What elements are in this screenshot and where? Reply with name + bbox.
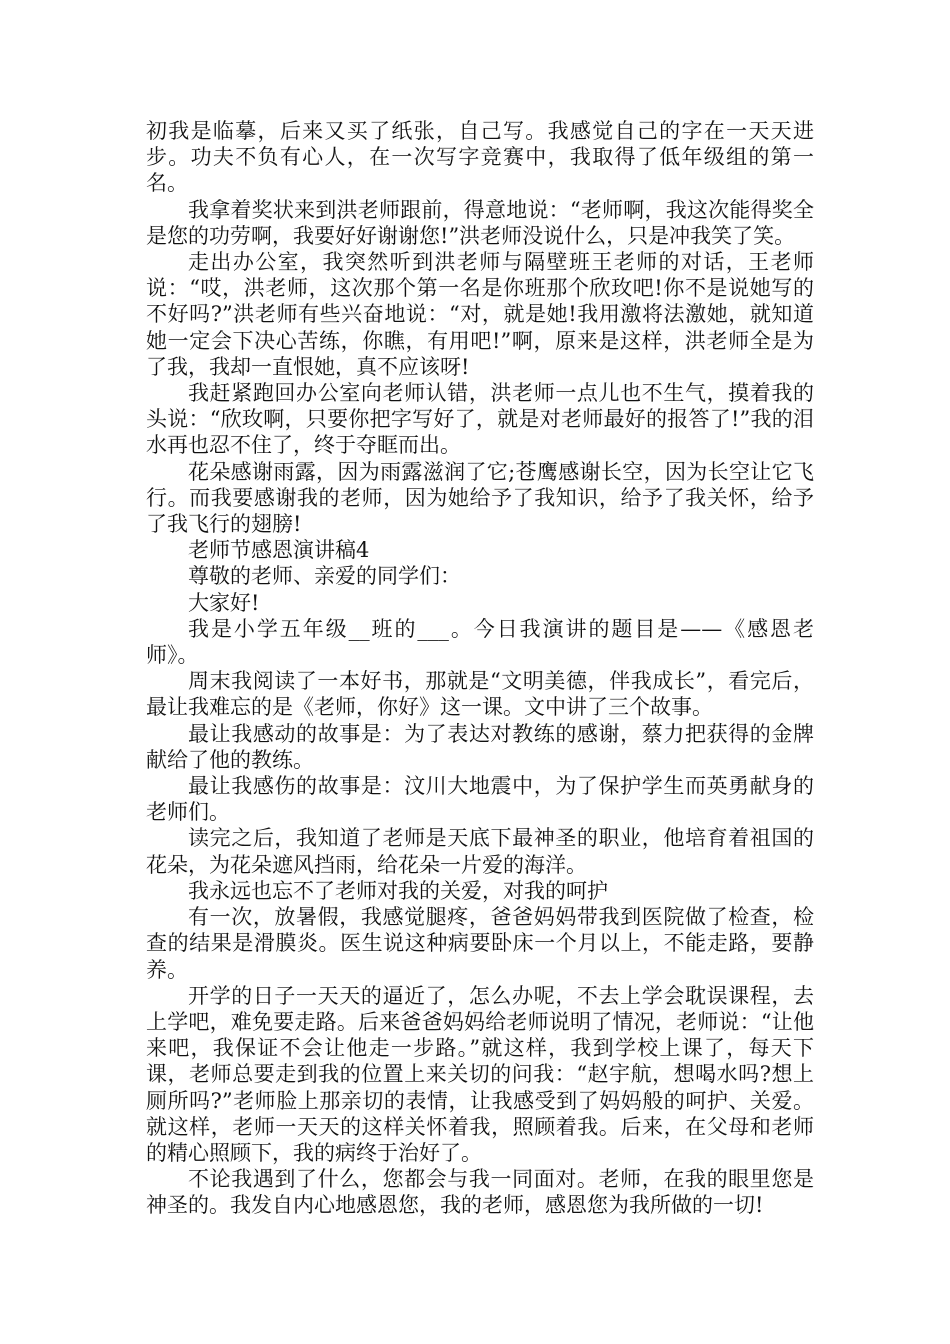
paragraph: 最让我感动的故事是：为了表达对教练的感谢，蔡力把获得的金牌献给了他的教练。 — [146, 721, 814, 772]
paragraph: 开学的日子一天天的逼近了，怎么办呢，不去上学会耽误课程，去上学吧，难免要走路。后来爸爸妈妈给老师说明了情况，老师说：“让他来吧，我保证不会让他走一步路。”就这样，我到学校上课了，每天下课，老师总要走到我的位置上来关切的问我：“赵宇航，想喝水吗?想上厕所吗?”老师脸上那亲切的表情，让我感受到了妈妈般的呵护、关爱。就这样，老师一天天的这样关怀着我，照顾着我。后来，在父母和老师的精心照顾下，我的病终于治好了。 — [146, 983, 814, 1165]
paragraph-continued: 初我是临摹，后来又买了纸张，自己写。我感觉自己的字在一天天进步。功夫不负有心人，在一次写字竞赛中，我取得了低年级组的第一名。 — [146, 119, 814, 196]
salutation: 尊敬的老师、亲爱的同学们： — [188, 564, 461, 589]
paragraph: 周末我阅读了一本好书，那就是“文明美德，伴我成长”，看完后，最让我难忘的是《老师，你好》这一课。文中讲了三个故事。 — [146, 669, 814, 720]
section-title: 老师节感恩演讲稿4 — [188, 538, 370, 563]
paragraph: 我永远也忘不了老师对我的关爱，对我的呵护 — [188, 878, 608, 903]
paragraph: 花朵感谢雨露，因为雨露滋润了它;苍鹰感谢长空，因为长空让它飞行。而我要感谢我的老师，因为她给予了我知识，给予了我关怀，给予了我飞行的翅膀! — [146, 459, 814, 537]
paragraph: 最让我感伤的故事是：汶川大地震中，为了保护学生而英勇献身的老师们。 — [146, 774, 814, 825]
paragraph: 走出办公室，我突然听到洪老师与隔壁班王老师的对话，王老师说：“哎，洪老师，这次那个第一名是你班那个欣玫吧!你不是说她写的不好吗?”洪老师有些兴奋地说：“对，就是她!我用激将法激她，就知道她一定会下决心苦练，你瞧，有用吧!”啊，原来是这样，洪老师全是为了我，我却一直恨她，真不应该呀! — [146, 250, 814, 379]
paragraph: 读完之后，我知道了老师是天底下最神圣的职业，他培育着祖国的花朵，为花朵遮风挡雨，给花朵一片爱的海洋。 — [146, 826, 814, 877]
document-body — [146, 118, 814, 1219]
greeting: 大家好! — [188, 590, 260, 615]
paragraph: 我赶紧跑回办公室向老师认错，洪老师一点儿也不生气，摸着我的头说：“欣玫啊，只要你把字写好了，就是对老师最好的报答了!”我的泪水再也忍不住了，终于夺眶而出。 — [146, 381, 814, 458]
paragraph: 有一次，放暑假，我感觉腿疼，爸爸妈妈带我到医院做了检查，检查的结果是滑膜炎。医生说这种病要卧床一个月以上，不能走路，要静养。 — [146, 905, 814, 982]
paragraph: 我拿着奖状来到洪老师跟前，得意地说：“老师啊，我这次能得奖全是您的功劳啊，我要好好谢谢您!”洪老师没说什么，只是冲我笑了笑。 — [146, 197, 814, 248]
paragraph: 我是小学五年级__班的___。今日我演讲的题目是——《感恩老师》。 — [146, 616, 814, 668]
paragraph: 不论我遇到了什么，您都会与我一同面对。老师，在我的眼里您是神圣的。我发自内心地感恩您，我的老师，感恩您为我所做的一切! — [146, 1167, 814, 1218]
